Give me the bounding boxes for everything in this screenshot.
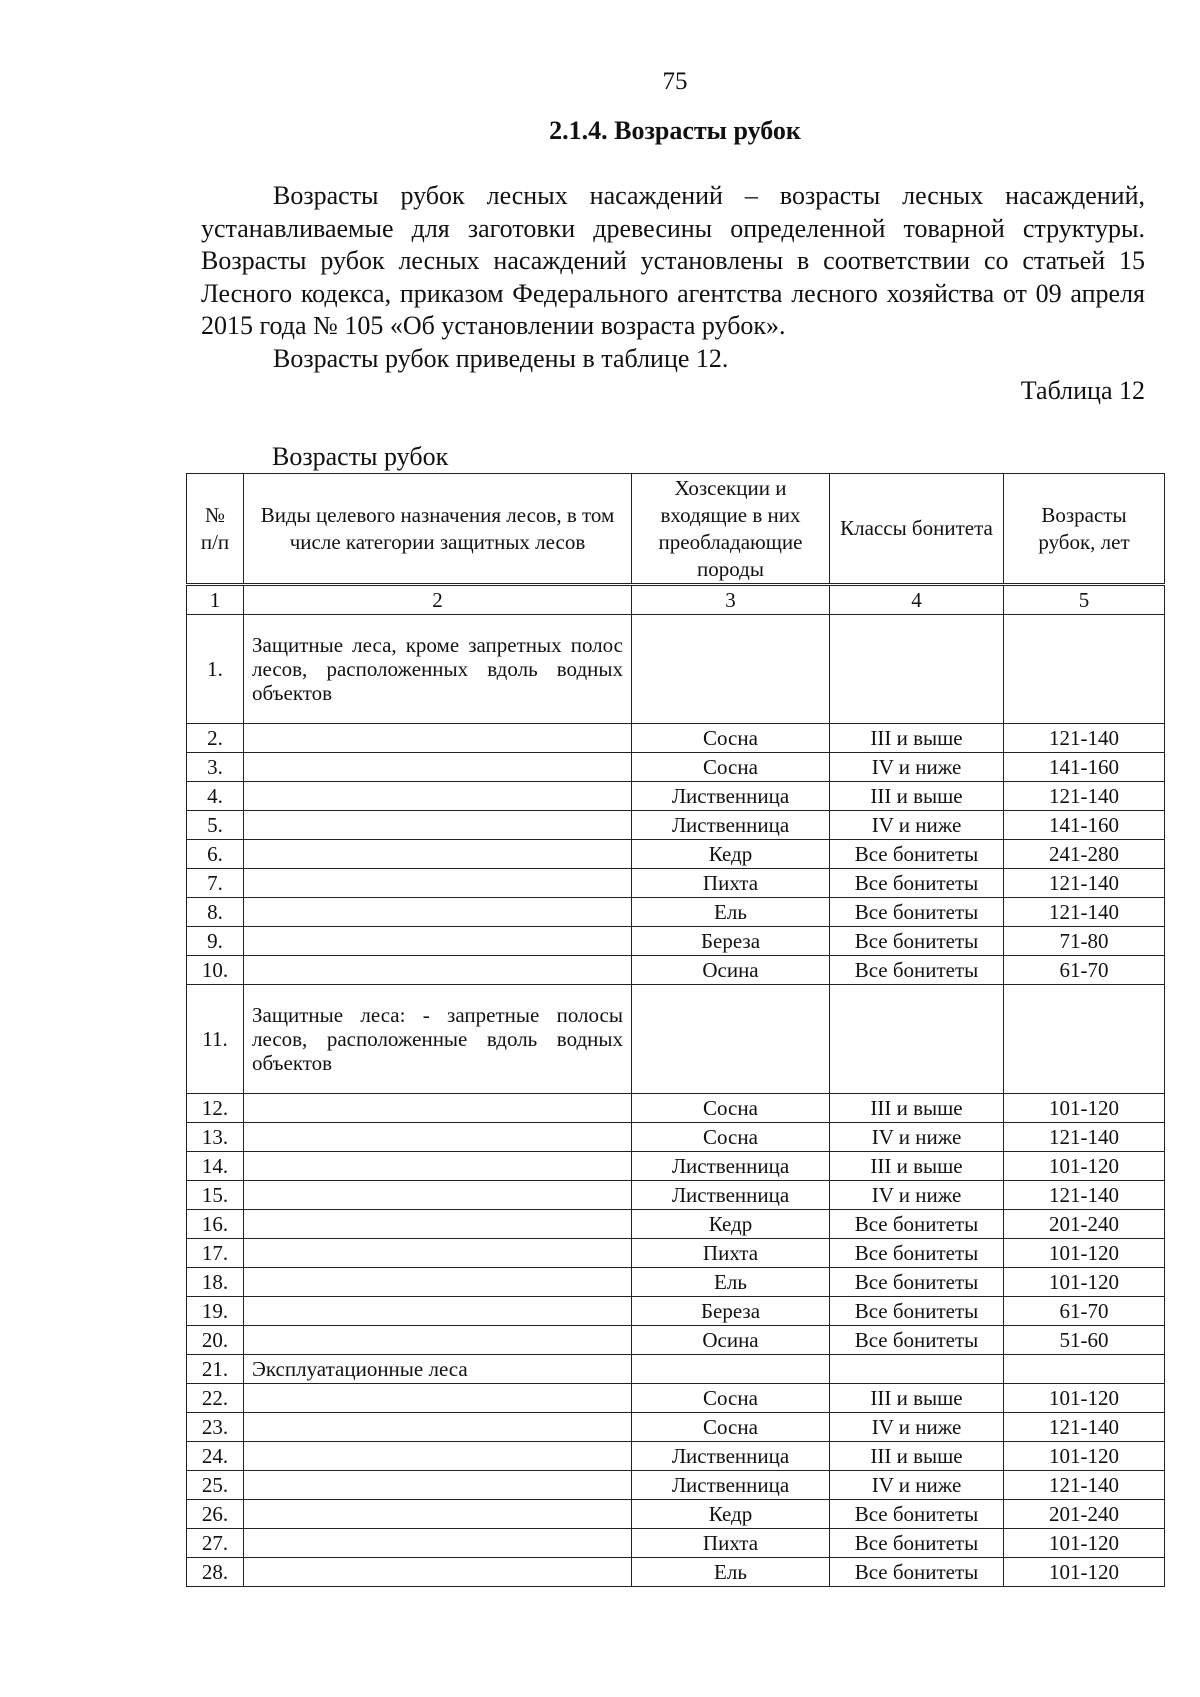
cutting-age-cell: 121-140 bbox=[1004, 724, 1165, 753]
cutting-age-cell: 141-160 bbox=[1004, 753, 1165, 782]
species-cell bbox=[632, 615, 830, 724]
column-number-cell: 4 bbox=[830, 585, 1004, 615]
row-number-cell: 11. bbox=[187, 985, 244, 1094]
site-class-cell: Все бонитеты bbox=[830, 956, 1004, 985]
forest-purpose-cell bbox=[244, 1442, 632, 1471]
site-class-cell: III и выше bbox=[830, 1152, 1004, 1181]
column-number-cell: 1 bbox=[187, 585, 244, 615]
header-cell: Виды целевого назначения лесов, в том числе категории защитных лесов bbox=[244, 474, 632, 585]
column-number-cell: 5 bbox=[1004, 585, 1165, 615]
header-cell: Хозсекции и входящие в них преобладающие породы bbox=[632, 474, 830, 585]
species-cell: Пихта bbox=[632, 1239, 830, 1268]
table-row bbox=[187, 1384, 1165, 1413]
species-cell: Ель bbox=[632, 898, 830, 927]
table-row bbox=[187, 1471, 1165, 1500]
forest-purpose-cell: Защитные леса: - запретные полосы лесов, расположенные вдоль водных объектов bbox=[244, 985, 632, 1094]
cutting-age-cell: 101-120 bbox=[1004, 1152, 1165, 1181]
header-cell: № п/п bbox=[187, 474, 244, 585]
cutting-age-cell: 101-120 bbox=[1004, 1384, 1165, 1413]
site-class-cell: IV и ниже bbox=[830, 1413, 1004, 1442]
species-cell: Лиственница bbox=[632, 1152, 830, 1181]
forest-purpose-cell bbox=[244, 1181, 632, 1210]
forest-purpose-cell bbox=[244, 927, 632, 956]
cutting-age-cell: 71-80 bbox=[1004, 927, 1165, 956]
site-class-cell: III и выше bbox=[830, 724, 1004, 753]
site-class-cell: Все бонитеты bbox=[830, 869, 1004, 898]
cutting-age-table bbox=[186, 473, 1165, 1587]
species-cell: Лиственница bbox=[632, 1181, 830, 1210]
species-cell: Кедр bbox=[632, 1500, 830, 1529]
cutting-age-cell bbox=[1004, 615, 1165, 724]
row-number-cell: 21. bbox=[187, 1355, 244, 1384]
site-class-cell: Все бонитеты bbox=[830, 1268, 1004, 1297]
row-number-cell: 2. bbox=[187, 724, 244, 753]
forest-purpose-cell: Защитные леса, кроме запретных полос лесов, расположенных вдоль водных объектов bbox=[244, 615, 632, 724]
table-row bbox=[187, 1297, 1165, 1326]
row-number-cell: 19. bbox=[187, 1297, 244, 1326]
table-row bbox=[187, 811, 1165, 840]
page-number: 75 bbox=[662, 68, 688, 95]
species-cell: Лиственница bbox=[632, 811, 830, 840]
table-row bbox=[187, 753, 1165, 782]
table-row bbox=[187, 898, 1165, 927]
row-number-cell: 15. bbox=[187, 1181, 244, 1210]
species-cell: Ель bbox=[632, 1268, 830, 1297]
cutting-age-cell: 121-140 bbox=[1004, 1123, 1165, 1152]
cutting-age-cell bbox=[1004, 1355, 1165, 1384]
row-number-cell: 22. bbox=[187, 1384, 244, 1413]
site-class-cell: Все бонитеты bbox=[830, 1210, 1004, 1239]
site-class-cell bbox=[830, 615, 1004, 724]
cutting-age-cell: 61-70 bbox=[1004, 956, 1165, 985]
forest-purpose-cell bbox=[244, 1326, 632, 1355]
table-row bbox=[187, 724, 1165, 753]
table-row bbox=[187, 1500, 1165, 1529]
cutting-age-cell: 101-120 bbox=[1004, 1094, 1165, 1123]
cutting-age-cell: 201-240 bbox=[1004, 1210, 1165, 1239]
header-cell: Классы бонитета bbox=[830, 474, 1004, 585]
table-row bbox=[187, 869, 1165, 898]
cutting-age-cell: 51-60 bbox=[1004, 1326, 1165, 1355]
species-cell bbox=[632, 985, 830, 1094]
forest-purpose-cell bbox=[244, 956, 632, 985]
site-class-cell: Все бонитеты bbox=[830, 1558, 1004, 1587]
species-cell: Сосна bbox=[632, 724, 830, 753]
cutting-age-cell: 121-140 bbox=[1004, 1471, 1165, 1500]
site-class-cell: Все бонитеты bbox=[830, 898, 1004, 927]
forest-purpose-cell bbox=[244, 811, 632, 840]
forest-purpose-cell bbox=[244, 1210, 632, 1239]
row-number-cell: 4. bbox=[187, 782, 244, 811]
row-number-cell: 18. bbox=[187, 1268, 244, 1297]
table-row bbox=[187, 1326, 1165, 1355]
table-row bbox=[187, 956, 1165, 985]
species-cell: Осина bbox=[632, 1326, 830, 1355]
site-class-cell: III и выше bbox=[830, 782, 1004, 811]
cutting-age-cell: 101-120 bbox=[1004, 1558, 1165, 1587]
cutting-age-cell: 101-120 bbox=[1004, 1529, 1165, 1558]
forest-purpose-cell bbox=[244, 1123, 632, 1152]
forest-purpose-cell bbox=[244, 1500, 632, 1529]
row-number-cell: 24. bbox=[187, 1442, 244, 1471]
row-number-cell: 17. bbox=[187, 1239, 244, 1268]
species-cell: Пихта bbox=[632, 1529, 830, 1558]
header-cell: Возрасты рубок, лет bbox=[1004, 474, 1165, 585]
row-number-cell: 28. bbox=[187, 1558, 244, 1587]
table-row bbox=[187, 1152, 1165, 1181]
row-number-cell: 26. bbox=[187, 1500, 244, 1529]
forest-purpose-cell: Эксплуатационные леса bbox=[244, 1355, 632, 1384]
paragraph: Возрасты рубок приведены в таблице 12. bbox=[273, 343, 729, 373]
site-class-cell: Все бонитеты bbox=[830, 1529, 1004, 1558]
species-cell: Пихта bbox=[632, 869, 830, 898]
table-group-row bbox=[187, 1355, 1165, 1384]
species-cell: Сосна bbox=[632, 1413, 830, 1442]
species-cell: Кедр bbox=[632, 1210, 830, 1239]
table-group-row bbox=[187, 985, 1165, 1094]
row-number-cell: 20. bbox=[187, 1326, 244, 1355]
table-header-row bbox=[187, 474, 1165, 585]
species-cell: Ель bbox=[632, 1558, 830, 1587]
row-number-cell: 12. bbox=[187, 1094, 244, 1123]
row-number-cell: 14. bbox=[187, 1152, 244, 1181]
site-class-cell: Все бонитеты bbox=[830, 1500, 1004, 1529]
row-number-cell: 7. bbox=[187, 869, 244, 898]
forest-purpose-cell bbox=[244, 898, 632, 927]
table-row bbox=[187, 1442, 1165, 1471]
forest-purpose-cell bbox=[244, 869, 632, 898]
species-cell: Сосна bbox=[632, 1384, 830, 1413]
row-number-cell: 16. bbox=[187, 1210, 244, 1239]
column-number-row bbox=[187, 585, 1165, 615]
cutting-age-cell: 121-140 bbox=[1004, 869, 1165, 898]
cutting-age-cell: 121-140 bbox=[1004, 1181, 1165, 1210]
species-cell: Береза bbox=[632, 927, 830, 956]
row-number-cell: 25. bbox=[187, 1471, 244, 1500]
table-row bbox=[187, 1210, 1165, 1239]
species-cell: Осина bbox=[632, 956, 830, 985]
row-number-cell: 27. bbox=[187, 1529, 244, 1558]
row-number-cell: 6. bbox=[187, 840, 244, 869]
species-cell: Лиственница bbox=[632, 782, 830, 811]
forest-purpose-cell bbox=[244, 1094, 632, 1123]
cutting-age-cell: 141-160 bbox=[1004, 811, 1165, 840]
cutting-age-cell: 101-120 bbox=[1004, 1268, 1165, 1297]
table-row bbox=[187, 1413, 1165, 1442]
table-row bbox=[187, 840, 1165, 869]
site-class-cell: III и выше bbox=[830, 1384, 1004, 1413]
forest-purpose-cell bbox=[244, 1413, 632, 1442]
site-class-cell: IV и ниже bbox=[830, 1471, 1004, 1500]
forest-purpose-cell bbox=[244, 753, 632, 782]
site-class-cell: Все бонитеты bbox=[830, 840, 1004, 869]
table-row bbox=[187, 1558, 1165, 1587]
table-row bbox=[187, 782, 1165, 811]
forest-purpose-cell bbox=[244, 1268, 632, 1297]
row-number-cell: 5. bbox=[187, 811, 244, 840]
species-cell: Лиственница bbox=[632, 1442, 830, 1471]
species-cell: Береза bbox=[632, 1297, 830, 1326]
cutting-age-cell: 101-120 bbox=[1004, 1442, 1165, 1471]
forest-purpose-cell bbox=[244, 1529, 632, 1558]
site-class-cell bbox=[830, 1355, 1004, 1384]
table-row bbox=[187, 1181, 1165, 1210]
forest-purpose-cell bbox=[244, 782, 632, 811]
species-cell: Сосна bbox=[632, 753, 830, 782]
cutting-age-cell bbox=[1004, 985, 1165, 1094]
site-class-cell: IV и ниже bbox=[830, 811, 1004, 840]
cutting-age-cell: 121-140 bbox=[1004, 1413, 1165, 1442]
section-heading: 2.1.4. Возрасты рубок bbox=[549, 116, 801, 145]
body-text bbox=[201, 180, 1145, 375]
table-row bbox=[187, 1094, 1165, 1123]
site-class-cell: III и выше bbox=[830, 1094, 1004, 1123]
table-group-row bbox=[187, 615, 1165, 724]
cutting-age-cell: 201-240 bbox=[1004, 1500, 1165, 1529]
species-cell: Сосна bbox=[632, 1123, 830, 1152]
table-label: Таблица 12 bbox=[1020, 376, 1145, 405]
table-row bbox=[187, 1529, 1165, 1558]
row-number-cell: 23. bbox=[187, 1413, 244, 1442]
table-row bbox=[187, 1239, 1165, 1268]
site-class-cell: Все бонитеты bbox=[830, 1326, 1004, 1355]
site-class-cell: IV и ниже bbox=[830, 753, 1004, 782]
species-cell: Кедр bbox=[632, 840, 830, 869]
table-row bbox=[187, 927, 1165, 956]
table-title: Возрасты рубок bbox=[272, 442, 449, 471]
row-number-cell: 10. bbox=[187, 956, 244, 985]
site-class-cell: III и выше bbox=[830, 1442, 1004, 1471]
forest-purpose-cell bbox=[244, 1471, 632, 1500]
row-number-cell: 8. bbox=[187, 898, 244, 927]
column-number-cell: 2 bbox=[244, 585, 632, 615]
site-class-cell bbox=[830, 985, 1004, 1094]
row-number-cell: 1. bbox=[187, 615, 244, 724]
cutting-age-cell: 121-140 bbox=[1004, 782, 1165, 811]
paragraph: Возрасты рубок лесных насаждений – возрасты лесных насаждений, устанавливаемые для заготовки древесины определенной товарной структуры. Возрасты рубок лесных насаждений установлены в соответствии со статьей 15 Лесного кодекса, приказом Федерального агентства лесного хозяйства от 09 апреля 2015 года № 105 «Об установлении возраста рубок». bbox=[201, 181, 1145, 340]
forest-purpose-cell bbox=[244, 1384, 632, 1413]
species-cell: Сосна bbox=[632, 1094, 830, 1123]
table-row bbox=[187, 1123, 1165, 1152]
forest-purpose-cell bbox=[244, 1297, 632, 1326]
species-cell: Лиственница bbox=[632, 1471, 830, 1500]
row-number-cell: 3. bbox=[187, 753, 244, 782]
forest-purpose-cell bbox=[244, 1152, 632, 1181]
site-class-cell: IV и ниже bbox=[830, 1181, 1004, 1210]
cutting-age-cell: 61-70 bbox=[1004, 1297, 1165, 1326]
cutting-age-cell: 101-120 bbox=[1004, 1239, 1165, 1268]
site-class-cell: IV и ниже bbox=[830, 1123, 1004, 1152]
row-number-cell: 9. bbox=[187, 927, 244, 956]
forest-purpose-cell bbox=[244, 1239, 632, 1268]
species-cell bbox=[632, 1355, 830, 1384]
site-class-cell: Все бонитеты bbox=[830, 927, 1004, 956]
forest-purpose-cell bbox=[244, 840, 632, 869]
forest-purpose-cell bbox=[244, 724, 632, 753]
table-row bbox=[187, 1268, 1165, 1297]
forest-purpose-cell bbox=[244, 1558, 632, 1587]
site-class-cell: Все бонитеты bbox=[830, 1297, 1004, 1326]
site-class-cell: Все бонитеты bbox=[830, 1239, 1004, 1268]
cutting-age-cell: 241-280 bbox=[1004, 840, 1165, 869]
row-number-cell: 13. bbox=[187, 1123, 244, 1152]
cutting-age-cell: 121-140 bbox=[1004, 898, 1165, 927]
column-number-cell: 3 bbox=[632, 585, 830, 615]
